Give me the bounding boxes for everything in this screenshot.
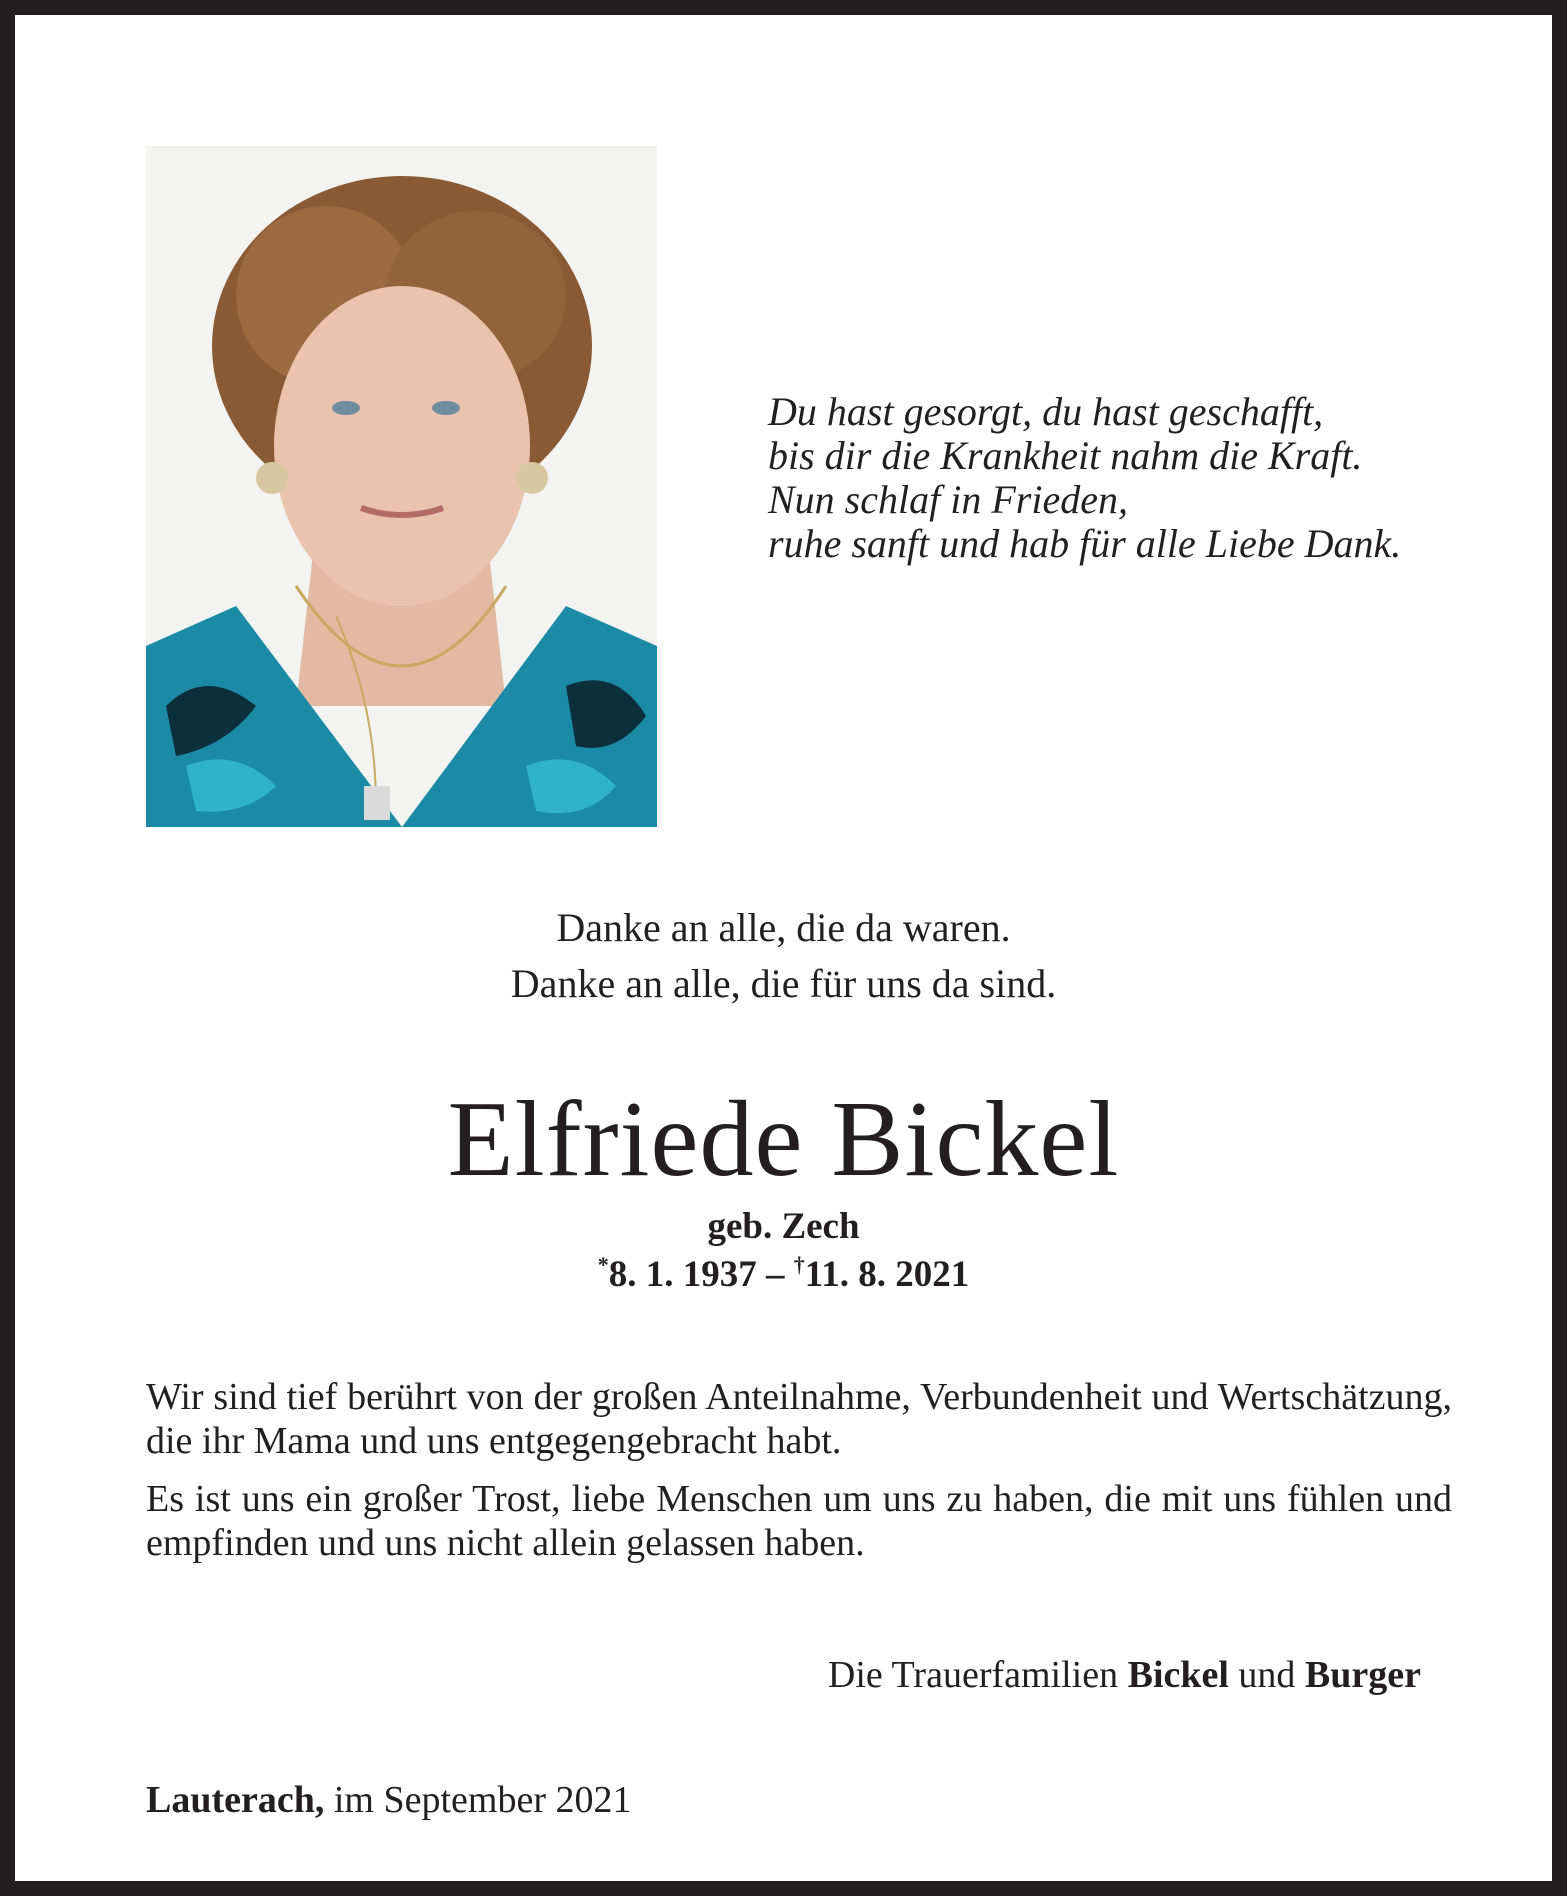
thanks-block (15, 900, 1552, 1012)
portrait-photo (146, 146, 657, 827)
message-paragraph: Es ist uns ein großer Trost, liebe Menschen um uns zu haben, die mit uns fühlen und empfinden und uns nicht allein gelassen haben. (146, 1478, 1452, 1564)
thanks-line: Danke an alle, die für uns da sind. (510, 961, 1057, 1006)
place-name: Lauterach, (146, 1779, 325, 1821)
death-symbol: † (793, 1252, 805, 1277)
signature-connector: und (1228, 1654, 1305, 1696)
portrait-image (146, 146, 657, 827)
family-name-2: Burger (1304, 1654, 1421, 1696)
birth-date: 8. 1. 1937 (608, 1254, 757, 1295)
poem-line: bis dir die Krankheit nahm die Kraft. (768, 433, 1363, 478)
birth-symbol: * (597, 1252, 609, 1277)
family-signature (828, 1653, 1421, 1697)
place-and-date (146, 1778, 632, 1822)
thanks-line: Danke an alle, die da waren. (556, 905, 1011, 950)
poem-line: Du hast gesorgt, du hast geschafft, (768, 389, 1324, 434)
date-text: im September 2021 (324, 1779, 632, 1821)
poem-line: ruhe sanft und hab für alle Liebe Dank. (768, 521, 1402, 566)
deceased-name: Elfriede Bickel (447, 1080, 1120, 1199)
family-name-1: Bickel (1127, 1654, 1229, 1696)
poem-line: Nun schlaf in Frieden, (768, 477, 1128, 522)
life-dates (15, 1253, 1552, 1297)
thank-you-message (146, 1375, 1452, 1579)
memorial-poem (768, 390, 1401, 566)
message-paragraph: Wir sind tief berührt von der großen Anteilnahme, Verbundenheit und Wertschätzung, die ihr Mama und uns entgegengebracht habt. (146, 1376, 1452, 1462)
death-date: 11. 8. 2021 (804, 1254, 970, 1295)
maiden-name: geb. Zech (707, 1206, 860, 1247)
signature-prefix: Die Trauerfamilien (827, 1654, 1128, 1696)
date-separator: – (756, 1254, 794, 1295)
